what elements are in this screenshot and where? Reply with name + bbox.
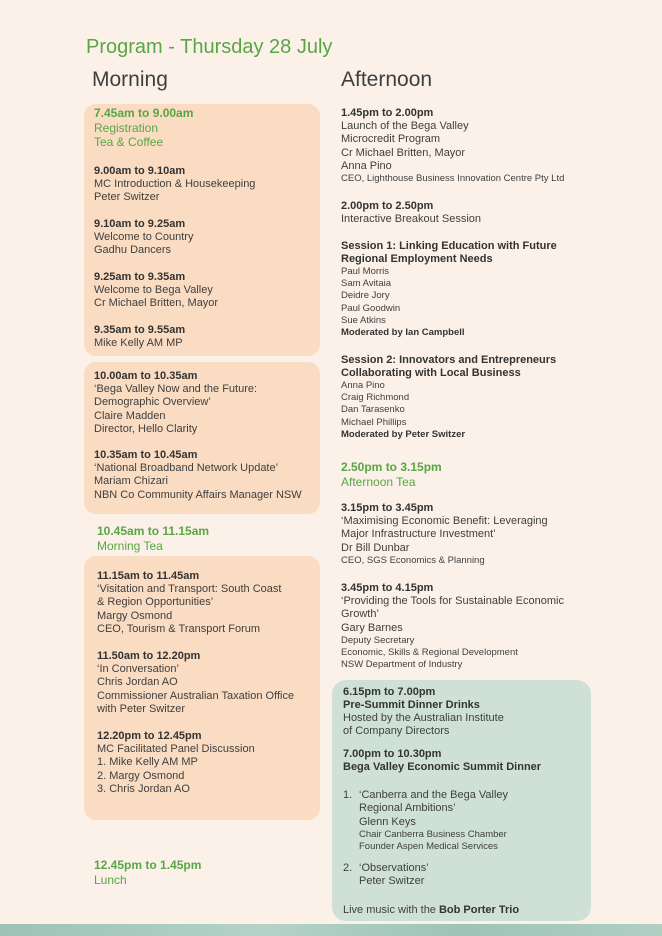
time-label: 6.15pm to 7.00pm <box>343 686 436 698</box>
registration-block <box>94 106 193 149</box>
line: Morning Tea <box>97 539 163 553</box>
time-label: 9.25am to 9.35am <box>94 271 186 283</box>
line: Cr Michael Britten, Mayor <box>341 146 466 159</box>
time-label: 10.45am to 11.15am <box>97 524 210 538</box>
line: Anna Pino <box>341 159 392 172</box>
time-label: 9.00am to 9.10am <box>94 165 186 177</box>
line: NBN Co Community Affairs Manager NSW <box>94 488 302 501</box>
lunch-block <box>94 858 201 887</box>
line: ‘Maximising Economic Benefit: Leveraging <box>341 515 548 527</box>
small-line: CEO, Lighthouse Business Innovation Centre Pty Ltd <box>341 173 565 185</box>
line: 2. Margy Osmond <box>97 769 185 782</box>
kelly-block <box>94 324 185 350</box>
line: Commissioner Australian Taxation Office <box>97 689 295 702</box>
visitation-block <box>97 570 281 636</box>
line: of Company Directors <box>343 725 450 738</box>
speaker-name: Sue Atkins <box>341 314 386 326</box>
line: Hosted by the Australian Institute <box>343 712 504 724</box>
small-line: Economic, Skills & Regional Development <box>341 647 518 659</box>
line: Tea & Coffee <box>94 135 164 149</box>
small-line: Founder Aspen Medical Services <box>359 841 498 853</box>
time-label: 7.45am to 9.00am <box>94 106 194 120</box>
band-name: Bob Porter Trio <box>438 904 520 916</box>
line: Dr Bill Dunbar <box>341 541 410 554</box>
time-label: 12.20pm to 12.45pm <box>97 730 202 742</box>
line: Margy Osmond <box>97 609 173 622</box>
panel-discussion-block <box>97 730 255 796</box>
item-number: 2. <box>343 862 353 874</box>
line: Mike Kelly AM MP <box>94 337 183 349</box>
line: ‘Bega Valley Now and the Future: <box>94 383 258 395</box>
time-label: 12.45pm to 1.45pm <box>94 858 202 872</box>
dinner-item-2 <box>343 862 429 889</box>
line: Microcredit Program <box>341 133 441 146</box>
line: Registration <box>94 121 159 135</box>
speaker-name: Sam Avitaia <box>341 278 391 290</box>
small-line: Chair Canberra Business Chamber <box>359 828 507 840</box>
nbn-block <box>94 449 302 502</box>
time-label: 2.00pm to 2.50pm <box>341 200 434 212</box>
bottom-decorative-band <box>0 924 662 936</box>
speaker-name: Craig Richmond <box>341 392 410 404</box>
line: ‘Observations’ <box>359 862 429 874</box>
line: 3. Chris Jordan AO <box>97 782 190 795</box>
line: with Peter Switzer <box>97 702 186 715</box>
speaker-name: Paul Morris <box>341 266 390 277</box>
time-label: 2.50pm to 3.15pm <box>341 460 442 474</box>
page-title: Program - Thursday 28 July <box>86 36 333 58</box>
conversation-block <box>97 650 294 716</box>
speaker-name: Anna Pino <box>341 380 385 391</box>
event-title: Bega Valley Economic Summit Dinner <box>343 761 542 773</box>
line: Interactive Breakout Session <box>341 213 482 225</box>
line: Demographic Overview’ <box>94 396 211 409</box>
line: ‘Canberra and the Bega Valley <box>359 789 509 801</box>
line: Major Infrastructure Investment’ <box>341 528 496 541</box>
line: Director, Hello Clarity <box>94 422 198 435</box>
line: Cr Michael Britten, Mayor <box>94 297 219 310</box>
dinner-block <box>343 748 541 774</box>
line: ‘In Conversation’ <box>97 663 179 675</box>
line: Launch of the Bega Valley <box>341 120 469 132</box>
demographic-block <box>94 370 257 436</box>
small-line: NSW Department of Industry <box>341 659 463 671</box>
session-title: Regional Employment Needs <box>341 253 493 265</box>
afternoon-heading: Afternoon <box>341 68 433 91</box>
leveraging-block <box>341 502 548 567</box>
line: CEO, Tourism & Transport Forum <box>97 622 261 635</box>
afternoon-tea-block <box>341 460 442 489</box>
speaker-name: Dan Tarasenko <box>341 404 405 416</box>
speaker-name: Paul Goodwin <box>341 302 401 314</box>
time-label: 7.00pm to 10.30pm <box>343 748 442 760</box>
microcredit-block <box>341 107 564 185</box>
line: ‘National Broadband Network Update’ <box>94 462 279 474</box>
line: ‘Providing the Tools for Sustainable Economic <box>341 595 564 607</box>
line: Chris Jordan AO <box>97 676 178 689</box>
line: Growth’ <box>341 608 379 621</box>
line: Glenn Keys <box>359 815 416 828</box>
line: Peter Switzer <box>94 191 160 204</box>
morning-heading: Morning <box>92 68 168 91</box>
line: MC Introduction & Housekeeping <box>94 178 256 190</box>
session2-block <box>341 354 556 441</box>
speaker-name: Michael Phillips <box>341 416 407 428</box>
time-label: 3.15pm to 3.45pm <box>341 502 434 514</box>
line: Claire Madden <box>94 409 166 422</box>
time-label: 1.45pm to 2.00pm <box>341 107 434 119</box>
line: Lunch <box>94 873 127 887</box>
dinner-item-1 <box>343 789 508 853</box>
line: Afternoon Tea <box>341 475 416 489</box>
line: Gary Barnes <box>341 621 403 634</box>
drinks-block <box>343 686 504 739</box>
speaker-name: Deidre Jory <box>341 290 390 302</box>
session-title: Collaborating with Local Business <box>341 367 521 379</box>
line: MC Facilitated Panel Discussion <box>97 743 255 755</box>
welcome-bega-block <box>94 271 218 311</box>
small-line: CEO, SGS Economics & Planning <box>341 554 485 566</box>
time-label: 3.45pm to 4.15pm <box>341 582 434 594</box>
session1-block <box>341 240 557 340</box>
welcome-country-block <box>94 218 193 258</box>
small-line: Deputy Secretary <box>341 634 415 646</box>
tools-block <box>341 582 564 672</box>
line: Peter Switzer <box>359 875 425 888</box>
time-label: 11.15am to 11.45am <box>97 570 200 582</box>
mc-intro-block <box>94 165 255 205</box>
event-title: Pre-Summit Dinner Drinks <box>343 699 480 711</box>
live-music-line <box>343 900 519 918</box>
line: Welcome to Country <box>94 231 194 243</box>
breakout-block <box>341 200 481 226</box>
moderator: Moderated by Ian Campbell <box>341 327 465 339</box>
line: ‘Visitation and Transport: South Coast <box>97 583 282 595</box>
morning-tea-block <box>97 524 209 553</box>
music-prefix: Live music with the <box>343 904 439 916</box>
line: 1. Mike Kelly AM MP <box>97 756 198 769</box>
time-label: 10.35am to 10.45am <box>94 449 198 461</box>
line: Regional Ambitions’ <box>359 802 456 815</box>
line: & Region Opportunities’ <box>97 596 214 609</box>
item-number: 1. <box>343 789 353 801</box>
line: Welcome to Bega Valley <box>94 284 213 296</box>
line: Gadhu Dancers <box>94 244 172 257</box>
time-label: 9.10am to 9.25am <box>94 218 186 230</box>
session-title: Session 1: Linking Education with Future <box>341 240 557 252</box>
moderator: Moderated by Peter Switzer <box>341 428 466 440</box>
session-title: Session 2: Innovators and Entrepreneurs <box>341 354 557 366</box>
time-label: 11.50am to 12.20pm <box>97 650 201 662</box>
time-label: 9.35am to 9.55am <box>94 324 186 336</box>
line: Mariam Chizari <box>94 475 168 488</box>
time-label: 10.00am to 10.35am <box>94 370 198 382</box>
